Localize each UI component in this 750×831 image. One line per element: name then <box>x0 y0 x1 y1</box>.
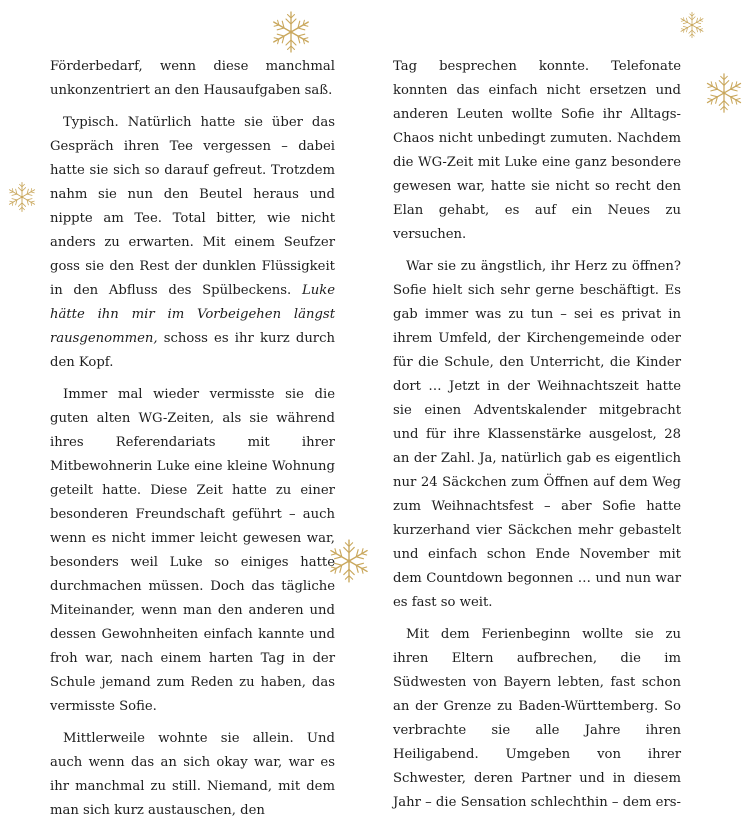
paragraph: Förderbedarf, wenn diese manchmal unkonzentriert an den Hausaufgaben saß. <box>50 59 335 98</box>
paragraph <box>50 111 335 375</box>
paragraph: Mit dem Ferienbeginn wollte sie zu ihren Eltern aufbrechen, die im Südwesten von Bayern lebten, fast schon an der Grenze zu Baden-Württemberg. So verbrachte sie alle Jahre ihren Heiligabend. Umgeben von ihrer Schwester, deren Partner und in diesem Jahr – die Sensation schlechthin – dem ers- <box>393 627 681 810</box>
snowflake-icon <box>269 10 313 54</box>
paragraph-text: Typisch. Natürlich hatte sie über das Gespräch ihren Tee vergessen – dabei hatte sie sich so darauf gefreut. Trotzdem nahm sie nun den Beutel heraus und nippte am Tee. Total bitter, wie nicht anders zu erwarten. Mit einem Seufzer goss sie den Rest der dunklen Flüssigkeit in den Abfluss des Spülbeckens. <box>50 115 335 298</box>
snowflake-icon <box>678 11 706 39</box>
paragraph-text: schoss es ihr kurz durch den Kopf. <box>50 331 335 370</box>
italic-thought: Luke hätte ihn mir im Vorbeigehen längst rausgenommen, <box>50 283 335 346</box>
paragraph: War sie zu ängstlich, ihr Herz zu öffnen? Sofie hielt sich sehr gerne beschäftigt. Es gab immer was zu tun – sei es privat in ihrem Umfeld, der Kirchengemeinde oder für die Schule, den Unterricht, die Kinder dort … Jetzt in der Weihnachtszeit hatte sie einen Adventskalender mitgebracht und für ihre Klassenstärke ausgelost, 28 an der Zahl. Ja, natürlich gab es eigentlich nur 24 Säckchen zum Öffnen auf dem Weg zum Weihnachtsfest – aber Sofie hatte kurzerhand vier Säckchen mehr gebastelt und einfach schon Ende November mit dem Countdown begonnen … und nun war es fast so weit. <box>393 259 681 610</box>
paragraph: Mittlerweile wohnte sie allein. Und auch wenn das an sich okay war, war es ihr manchmal zu still. Niemand, mit dem man sich kurz austauschen, den <box>50 731 335 818</box>
snowflake-icon <box>6 181 38 213</box>
paragraph: Tag besprechen konnte. Telefonate konnten das einfach nicht ersetzen und anderen Leuten wollte Sofie ihr Alltags-Chaos nicht unbedingt zumuten. Nachdem die WG-Zeit mit Luke eine ganz besondere gewesen war, hatte sie nicht so recht den Elan gehabt, es auf ein Neues zu versuchen. <box>393 59 681 242</box>
left-page <box>50 55 335 831</box>
snowflake-icon <box>703 72 745 114</box>
paragraph: Immer mal wieder vermisste sie die guten alten WG-Zeiten, als sie während ihres Referendariats mit ihrer Mitbewohnerin Luke eine kleine Wohnung geteilt hatte. Diese Zeit hatte zu einer besonderen Freundschaft geführt – auch wenn es nicht immer leicht gewesen war, besonders weil Luke so einiges hatte durchmachen müssen. Doch das tägliche Miteinander, wenn man den anderen und dessen Gewohnheiten einfach kannte und froh war, nach einem harten Tag in der Schule jemand zum Reden zu haben, das vermisste Sofie. <box>50 387 335 714</box>
right-page <box>393 55 681 823</box>
